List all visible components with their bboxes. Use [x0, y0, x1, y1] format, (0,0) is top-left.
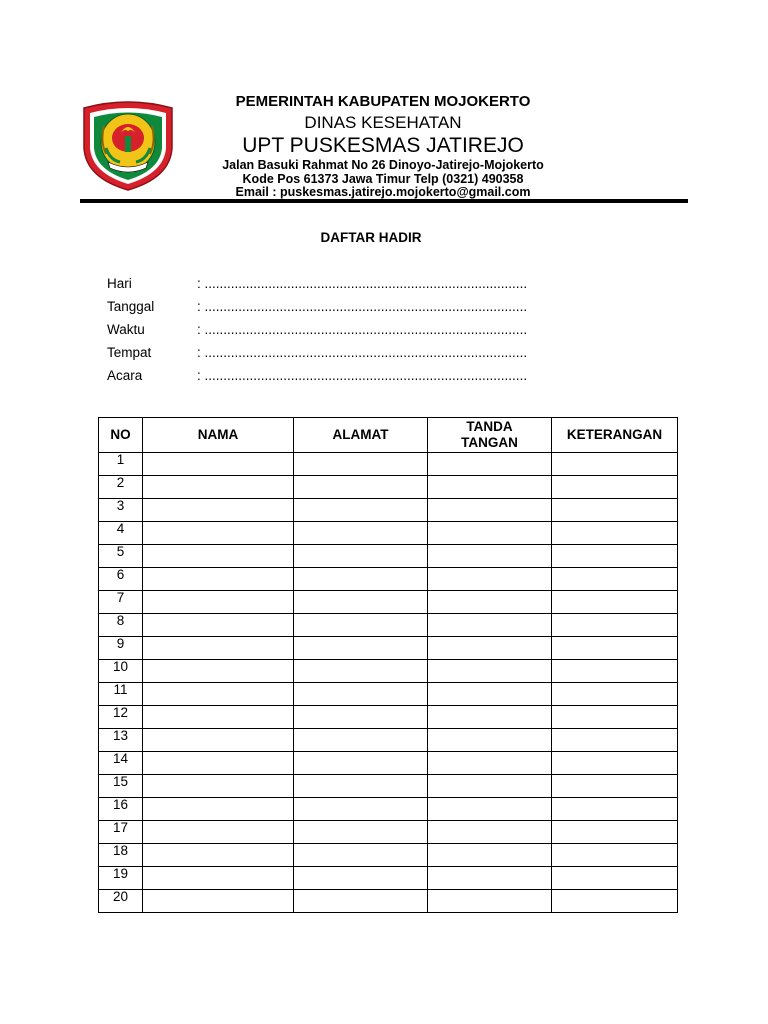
government-name: PEMERINTAH KABUPATEN MOJOKERTO [235, 93, 531, 110]
row-number: 8 [99, 614, 143, 637]
tanda-tangan-cell[interactable] [428, 591, 552, 614]
nama-cell[interactable] [143, 614, 294, 637]
tanda-tangan-cell[interactable] [428, 729, 552, 752]
nama-cell[interactable] [143, 844, 294, 867]
letterhead-divider [80, 199, 688, 203]
keterangan-cell[interactable] [552, 453, 678, 476]
table-row [99, 499, 678, 522]
keterangan-cell[interactable] [552, 499, 678, 522]
column-header-keterangan: KETERANGAN [552, 418, 678, 453]
nama-cell[interactable] [143, 453, 294, 476]
table-row [99, 752, 678, 775]
row-number: 18 [99, 844, 143, 867]
field-label: Hari [107, 276, 132, 291]
nama-cell[interactable] [143, 522, 294, 545]
table-row [99, 614, 678, 637]
nama-cell[interactable] [143, 499, 294, 522]
alamat-cell[interactable] [294, 775, 428, 798]
alamat-cell[interactable] [294, 453, 428, 476]
tanda-tangan-cell[interactable] [428, 499, 552, 522]
alamat-cell[interactable] [294, 798, 428, 821]
alamat-cell[interactable] [294, 522, 428, 545]
nama-cell[interactable] [143, 637, 294, 660]
street-address: Jalan Basuki Rahmat No 26 Dinoyo-Jatirejo-Mojokerto [222, 158, 544, 172]
alamat-cell[interactable] [294, 706, 428, 729]
tanda-tangan-cell[interactable] [428, 752, 552, 775]
table-row [99, 637, 678, 660]
field-fill-line[interactable]: : ...................................................................................... [197, 276, 528, 291]
keterangan-cell[interactable] [552, 614, 678, 637]
tanda-tangan-cell[interactable] [428, 660, 552, 683]
row-number: 3 [99, 499, 143, 522]
table-row [99, 683, 678, 706]
alamat-cell[interactable] [294, 591, 428, 614]
postal-phone: Kode Pos 61373 Jawa Timur Telp (0321) 490358 [242, 171, 524, 186]
header-line: TANGAN [461, 435, 518, 450]
keterangan-cell[interactable] [552, 821, 678, 844]
alamat-cell[interactable] [294, 660, 428, 683]
tanda-tangan-cell[interactable] [428, 844, 552, 867]
row-number: 15 [99, 775, 143, 798]
column-header-tanda-tangan [428, 418, 552, 453]
alamat-cell[interactable] [294, 867, 428, 890]
nama-cell[interactable] [143, 890, 294, 913]
nama-cell[interactable] [143, 706, 294, 729]
field-fill-line[interactable]: : ...................................................................................... [197, 345, 528, 360]
field-fill-line[interactable]: : ...................................................................................... [197, 299, 528, 314]
table-header-row [99, 418, 678, 453]
keterangan-cell[interactable] [552, 591, 678, 614]
row-number: 12 [99, 706, 143, 729]
row-number: 5 [99, 545, 143, 568]
alamat-cell[interactable] [294, 844, 428, 867]
table-row [99, 453, 678, 476]
alamat-cell[interactable] [294, 614, 428, 637]
keterangan-cell[interactable] [552, 637, 678, 660]
table-row [99, 568, 678, 591]
row-number: 16 [99, 798, 143, 821]
field-fill-line[interactable]: : ...................................................................................... [197, 368, 528, 383]
alamat-cell[interactable] [294, 729, 428, 752]
keterangan-cell[interactable] [552, 568, 678, 591]
nama-cell[interactable] [143, 867, 294, 890]
field-label: Tanggal [107, 299, 155, 314]
row-number: 1 [99, 453, 143, 476]
attendance-table [98, 417, 678, 913]
keterangan-cell[interactable] [552, 706, 678, 729]
tanda-tangan-cell[interactable] [428, 522, 552, 545]
table-row [99, 798, 678, 821]
keterangan-cell[interactable] [552, 775, 678, 798]
row-number: 20 [99, 890, 143, 913]
keterangan-cell[interactable] [552, 890, 678, 913]
column-header-alamat: ALAMAT [294, 418, 428, 453]
tanda-tangan-cell[interactable] [428, 476, 552, 499]
tanda-tangan-cell[interactable] [428, 706, 552, 729]
row-number: 7 [99, 591, 143, 614]
row-number: 11 [99, 683, 143, 706]
keterangan-cell[interactable] [552, 844, 678, 867]
alamat-cell[interactable] [294, 637, 428, 660]
table-row [99, 729, 678, 752]
keterangan-cell[interactable] [552, 729, 678, 752]
nama-cell[interactable] [143, 591, 294, 614]
field-label: Waktu [107, 322, 145, 337]
keterangan-cell[interactable] [552, 867, 678, 890]
letterhead [188, 92, 578, 200]
tanda-tangan-cell[interactable] [428, 453, 552, 476]
alamat-cell[interactable] [294, 683, 428, 706]
table-row [99, 844, 678, 867]
row-number: 13 [99, 729, 143, 752]
document-title: DAFTAR HADIR [320, 230, 422, 245]
column-header-no: NO [99, 418, 143, 453]
tanda-tangan-cell[interactable] [428, 821, 552, 844]
row-number: 17 [99, 821, 143, 844]
row-number: 2 [99, 476, 143, 499]
nama-cell[interactable] [143, 568, 294, 591]
keterangan-cell[interactable] [552, 476, 678, 499]
alamat-cell[interactable] [294, 821, 428, 844]
row-number: 10 [99, 660, 143, 683]
tanda-tangan-cell[interactable] [428, 614, 552, 637]
nama-cell[interactable] [143, 775, 294, 798]
field-fill-line[interactable]: : ...................................................................................... [197, 322, 528, 337]
alamat-cell[interactable] [294, 568, 428, 591]
nama-cell[interactable] [143, 476, 294, 499]
institution-name: UPT PUSKESMAS JATIREJO [242, 134, 524, 157]
table-row [99, 775, 678, 798]
table-row [99, 476, 678, 499]
alamat-cell[interactable] [294, 476, 428, 499]
table-row [99, 706, 678, 729]
table-row [99, 591, 678, 614]
table-row [99, 867, 678, 890]
tanda-tangan-cell[interactable] [428, 798, 552, 821]
keterangan-cell[interactable] [552, 522, 678, 545]
alamat-cell[interactable] [294, 890, 428, 913]
table-row [99, 660, 678, 683]
nama-cell[interactable] [143, 683, 294, 706]
nama-cell[interactable] [143, 821, 294, 844]
keterangan-cell[interactable] [552, 660, 678, 683]
regency-crest-icon [80, 98, 176, 192]
tanda-tangan-cell[interactable] [428, 568, 552, 591]
field-label: Acara [107, 368, 143, 383]
nama-cell[interactable] [143, 798, 294, 821]
nama-cell[interactable] [143, 545, 294, 568]
alamat-cell[interactable] [294, 752, 428, 775]
row-number: 9 [99, 637, 143, 660]
regency-crest-logo [80, 98, 176, 192]
keterangan-cell[interactable] [552, 683, 678, 706]
tanda-tangan-cell[interactable] [428, 867, 552, 890]
table-row [99, 545, 678, 568]
alamat-cell[interactable] [294, 499, 428, 522]
tanda-tangan-cell[interactable] [428, 683, 552, 706]
row-number: 19 [99, 867, 143, 890]
nama-cell[interactable] [143, 660, 294, 683]
nama-cell[interactable] [143, 729, 294, 752]
nama-cell[interactable] [143, 752, 294, 775]
row-number: 14 [99, 752, 143, 775]
tanda-tangan-cell[interactable] [428, 775, 552, 798]
column-header-nama: NAMA [143, 418, 294, 453]
row-number: 4 [99, 522, 143, 545]
table-row [99, 890, 678, 913]
keterangan-cell[interactable] [552, 752, 678, 775]
table-row [99, 522, 678, 545]
tanda-tangan-cell[interactable] [428, 545, 552, 568]
tanda-tangan-cell[interactable] [428, 637, 552, 660]
header-line: TANDA [466, 419, 513, 434]
keterangan-cell[interactable] [552, 545, 678, 568]
row-number: 6 [99, 568, 143, 591]
table-row [99, 821, 678, 844]
agency-name: DINAS KESEHATAN [304, 113, 462, 132]
alamat-cell[interactable] [294, 545, 428, 568]
keterangan-cell[interactable] [552, 798, 678, 821]
tanda-tangan-cell[interactable] [428, 890, 552, 913]
field-label: Tempat [107, 345, 152, 360]
email-address: Email : puskesmas.jatirejo.mojokerto@gmail.com [235, 185, 531, 199]
